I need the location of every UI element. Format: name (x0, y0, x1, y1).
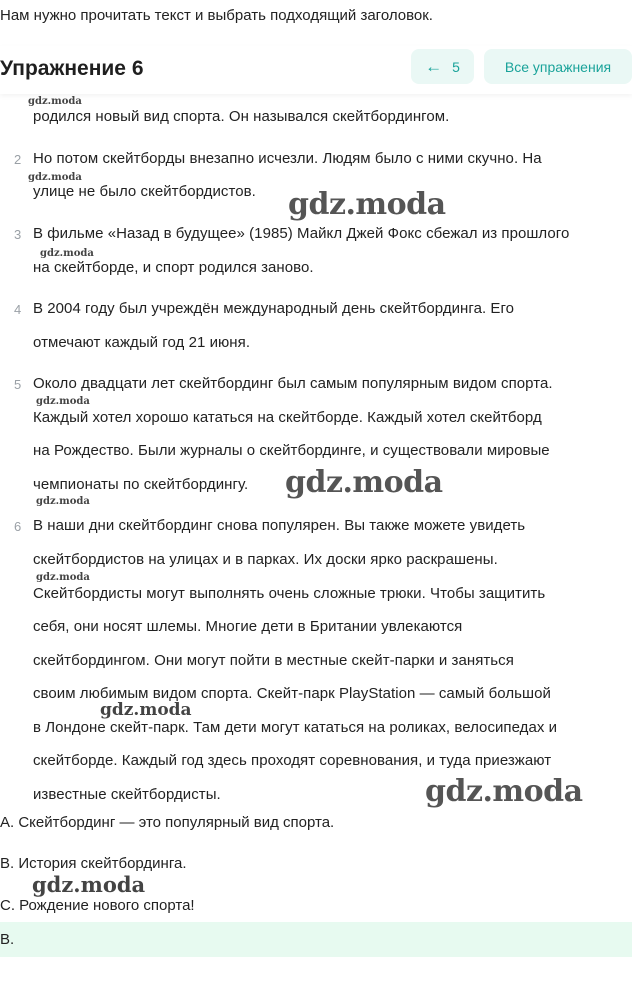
watermark: gdz.moda (36, 396, 90, 407)
watermark: gdz.moda (36, 572, 90, 583)
text-line: улице не было скейтбордистов. (33, 183, 256, 200)
text-line: родился новый вид спорта. Он назывался скейтбордингом. (33, 108, 450, 125)
exercise-header (0, 46, 632, 94)
text-line: своим любимым видом спорта. Скейт-парк PlayStation — самый большой (33, 685, 551, 702)
watermark: gdz.moda (288, 187, 446, 222)
paragraph-number: 5 (14, 377, 22, 392)
text-line: В наши дни скейтбординг снова популярен. Вы также можете увидеть (33, 517, 526, 534)
text-line: скейтборде. Каждый год здесь проходят соревнования, и туда приезжают (33, 752, 552, 769)
text-line: Около двадцати лет скейтбординг был самым популярным видом спорта. (33, 375, 553, 392)
text-line: скейтбордингом. Они могут пойти в местные скейт-парки и заняться (33, 652, 514, 669)
text-line: на скейтборде, и спорт родился заново. (33, 259, 314, 276)
arrow-left-icon: ← (425, 57, 443, 76)
option-b: B. История скейтбординга. (0, 855, 187, 872)
text-line: Но потом скейтборды внезапно исчезли. Людям было с ними скучно. На (33, 150, 542, 167)
prev-exercise-label: 5 (452, 58, 460, 75)
intro-text: Нам нужно прочитать текст и выбрать подходящий заголовок. (0, 7, 433, 24)
text-line: в Лондоне скейт-парк. Там дети могут кататься на роликах, велосипедах и (33, 719, 558, 736)
text-line: скейтбордистов на улицах и в парках. Их доски ярко раскрашены. (33, 551, 498, 568)
text-line: чемпионаты по скейтбордингу. (33, 476, 249, 493)
text-line: себя, они носят шлемы. Многие дети в Британии увлекаются (33, 618, 463, 635)
answer-box (0, 922, 632, 957)
paragraph-number: 2 (14, 152, 22, 167)
all-exercises-button[interactable]: Все упражнения (484, 49, 632, 84)
watermark: gdz.moda (36, 496, 90, 507)
watermark: gdz.moda (32, 872, 146, 897)
text-line: Скейтбордисты могут выполнять очень сложные трюки. Чтобы защитить (33, 585, 546, 602)
watermark: gdz.moda (425, 774, 583, 809)
paragraph-number: 3 (14, 227, 22, 242)
text-line: Каждый хотел хорошо кататься на скейтборде. Каждый хотел скейтборд (33, 409, 542, 426)
prev-exercise-button[interactable] (411, 49, 474, 84)
answer-text: B. (0, 931, 15, 948)
paragraph-number: 4 (14, 302, 22, 317)
text-line: на Рождество. Были журналы о скейтбординге, и существовали мировые (33, 442, 550, 459)
text-line: отмечают каждый год 21 июня. (33, 334, 251, 351)
option-c: C. Рождение нового спорта! (0, 897, 195, 914)
paragraph-number: 6 (14, 519, 22, 534)
option-a: A. Скейтбординг — это популярный вид спорта. (0, 814, 335, 831)
page-title: Упражнение 6 (0, 57, 144, 80)
watermark: gdz.moda (28, 172, 82, 183)
watermark: gdz.moda (100, 700, 192, 720)
watermark: gdz.moda (285, 465, 443, 500)
watermark: gdz.moda (28, 96, 82, 107)
text-line: В 2004 году был учреждён международный день скейтбординга. Его (33, 300, 515, 317)
text-line: В фильме «Назад в будущее» (1985) Майкл Джей Фокс сбежал из прошлого (33, 225, 570, 242)
text-line: известные скейтбордисты. (33, 786, 221, 803)
watermark: gdz.moda (40, 248, 94, 259)
